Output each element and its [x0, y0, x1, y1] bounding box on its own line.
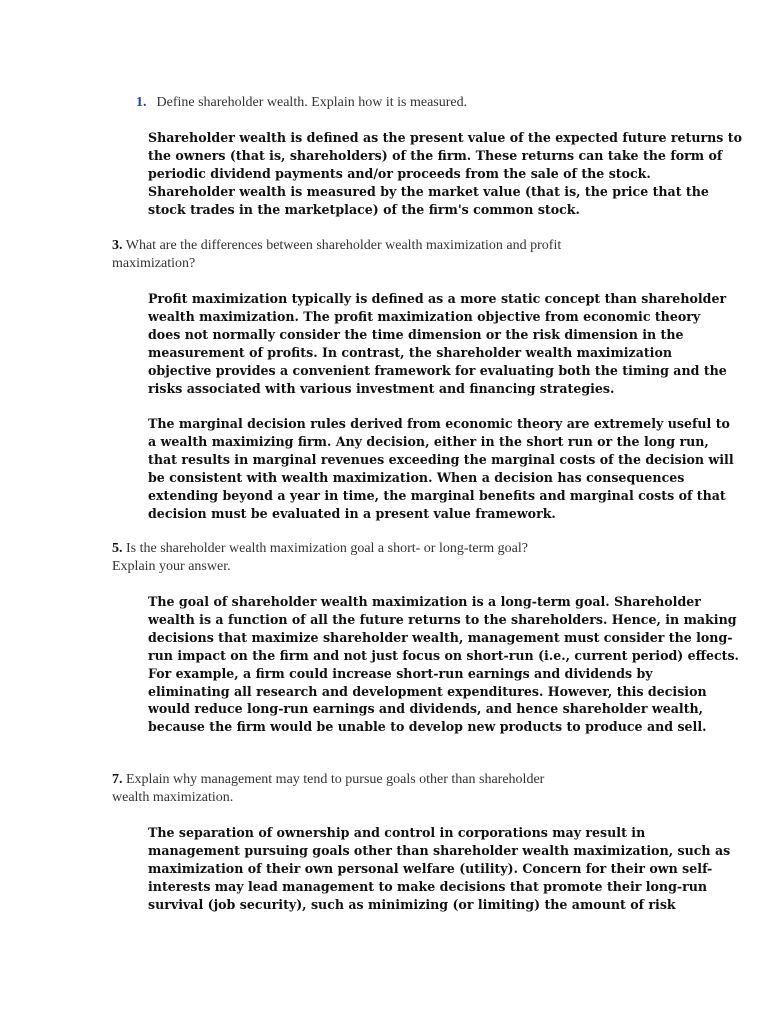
question-text: Explain your answer.: [112, 559, 231, 574]
question-number: 5.: [112, 541, 123, 556]
question-text: Define shareholder wealth. Explain how it is measured.: [156, 95, 468, 110]
question-number: 3.: [112, 238, 123, 253]
answer-line: management pursuing goals other than shareholder wealth maximization, such as: [148, 842, 731, 858]
answer-paragraph: [148, 415, 734, 522]
answer-line: that results in marginal revenues exceeding the marginal costs of the decision will: [148, 452, 734, 468]
answer-line: a wealth maximizing firm. Any decision, either in the short run or the long run,: [148, 434, 709, 450]
answer-line: the owners (that is, shareholders) of the firm. These returns can take the form of: [148, 147, 723, 163]
question-number: 7.: [112, 772, 123, 787]
question-number: 1.: [136, 95, 147, 110]
answer-line: run impact on the firm and not just focus on short-run (i.e., current period) effects.: [148, 647, 739, 663]
answer-1: [148, 129, 742, 219]
answer-line: interests may lead management to make decisions that promote their long-run: [148, 878, 708, 894]
answer-5: [148, 593, 739, 736]
answer-line: Shareholder wealth is measured by the market value (that is, the price that the: [148, 183, 709, 199]
answer-line: Shareholder wealth is defined as the present value of the expected future returns to: [148, 130, 743, 145]
question-text: maximization?: [112, 256, 196, 271]
answer-line: measurement of profits. In contrast, the shareholder wealth maximization: [148, 344, 673, 360]
question-1: [136, 94, 467, 112]
answer-line: risks associated with various investment and financing strategies.: [148, 380, 615, 396]
answer-line: eliminating all research and development expenditures. However, this decision: [148, 683, 707, 699]
answer-line: wealth is a function of all the future returns to the shareholders. Hence, in making: [148, 611, 737, 627]
answer-line: For example, a firm could increase short-run earnings and dividends by: [148, 665, 653, 681]
answer-line: The separation of ownership and control in corporations may result in: [148, 825, 646, 840]
question-text: wealth maximization.: [112, 790, 234, 805]
answer-line: periodic dividend payments and/or proceeds from the sale of the stock.: [148, 165, 651, 181]
question-3: [112, 237, 561, 273]
answer-line: because the firm would be unable to develop new products to produce and sell.: [148, 719, 707, 735]
question-text: Is the shareholder wealth maximization goal a short- or long-term goal?: [126, 541, 528, 556]
answer-line: would reduce long-run earnings and dividends, and hence shareholder wealth,: [148, 701, 704, 717]
answer-line: does not normally consider the time dimension or the risk dimension in the: [148, 326, 684, 342]
answer-line: The marginal decision rules derived from economic theory are extremely useful to: [148, 416, 730, 432]
answer-line: extending beyond a year in time, the marginal benefits and marginal costs of that: [148, 487, 726, 503]
answer-7: [148, 824, 730, 914]
question-5: [112, 540, 528, 576]
answer-line: Profit maximization typically is defined as a more static concept than shareholder: [148, 291, 727, 306]
question-text: Explain why management may tend to pursue goals other than shareholder: [126, 772, 545, 787]
question-7: [112, 771, 544, 807]
answer-line: wealth maximization. The profit maximization objective from economic theory: [148, 308, 701, 324]
question-text: What are the differences between shareholder wealth maximization and profit: [125, 238, 562, 253]
answer-paragraph: [148, 290, 734, 397]
answer-paragraph: [148, 824, 730, 914]
answer-line: be consistent with wealth maximization. When a decision has consequences: [148, 470, 685, 486]
answer-line: objective provides a convenient framework for evaluating both the timing and the: [148, 362, 727, 378]
answer-line: survival (job security), such as minimizing (or limiting) the amount of risk: [148, 896, 676, 912]
answer-paragraph: [148, 129, 742, 219]
answer-line: The goal of shareholder wealth maximization is a long-term goal. Shareholder: [148, 594, 701, 609]
answer-3: [148, 290, 734, 523]
answer-line: decision must be evaluated in a present value framework.: [148, 505, 556, 521]
answer-line: decisions that maximize shareholder wealth, management must consider the long-: [148, 629, 733, 645]
answer-paragraph: [148, 593, 739, 736]
answer-line: stock trades in the marketplace) of the firm's common stock.: [148, 201, 580, 217]
answer-line: maximization of their own personal welfare (utility). Concern for their own self-: [148, 860, 713, 876]
